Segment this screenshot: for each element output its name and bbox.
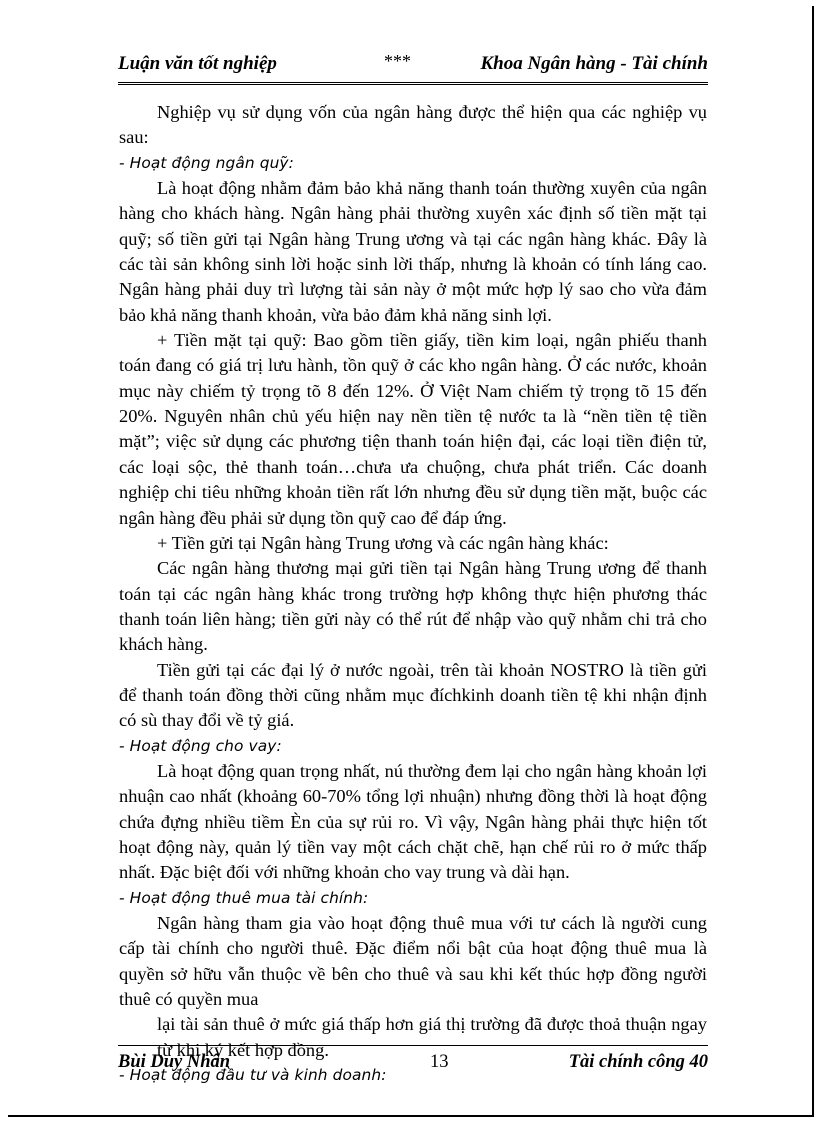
body-paragraph: Nghiệp vụ sử dụng vốn của ngân hàng được thể hiện qua các nghiệp vụ sau: [119,102,707,148]
page-shadow-bottom [8,1115,814,1117]
section-heading: - Hoạt động ngân quỹ: [119,153,294,172]
footer-rule [118,1045,708,1046]
document-body [119,100,707,1088]
footer-course: Tài chính công 40 [568,1052,708,1072]
footer-author: Bùi Duy Nhân [118,1052,231,1072]
page-shadow-right [812,6,814,1116]
body-paragraph: Là hoạt động nhằm đảm bảo khả năng thanh toán thường xuyên của ngân hàng cho khách hàng. Ngân hàng phải thường xuyên xác định số tiền mặt tại quỹ; số tiền gửi tại Ngân hàng Trung ương và tại các ngân hàng khác. Đây là các tài sản không sinh lời hoặc sinh lời thấp, nhưng là khoản có tính láng cao. Ngân hàng phải duy trì lượng tài sản này ở một mức hợp lý sao cho vừa đảm bảo khả năng thanh khoản, vừa bảo đảm khả năng sinh lợi. [119,178,707,325]
body-paragraph: Là hoạt động quan trọng nhất, nú thường đem lại cho ngân hàng khoản lợi nhuận cao nhất (khoảng 60-70% tổng lợi nhuận) nhưng đồng thời là hoạt động chứa đựng nhiều tiềm Èn của sự rủi ro. Vì vậy, Ngân hàng phải thực hiện tốt hoạt động này, quản lý tiền vay một cách chặt chẽ, hạn chế rủi ro ở mức thấp nhất. Đặc biệt đối với những khoản cho vay trung và dài hạn. [119,760,707,883]
header-rule [118,82,708,88]
body-paragraph: Các ngân hàng thương mại gửi tiền tại Ngân hàng Trung ương để thanh toán tại các ngân hàng khác trong trường hợp không thực hiện phương thác thanh toán liên hàng; tiền gửi này có thể rút để nhập vào quỹ nhằm chi trả cho khách hàng. [119,558,707,655]
header-thesis-label: Luận văn tốt nghiệp [118,53,277,74]
page-footer [118,1052,708,1080]
section-heading: - Hoạt động cho vay: [119,736,282,755]
header-separator: *** [384,51,411,71]
section-heading: - Hoạt động thuê mua tài chính: [119,888,369,907]
header-faculty-label: Khoa Ngân hàng - Tài chính [480,53,708,74]
body-paragraph: Tiền gửi tại các đại lý ở nước ngoài, trên tài khoản NOSTRO là tiền gửi để thanh toán đồng thời cũng nhằm mục đíchkinh doanh tiền tệ khi nhận định có sù thay đổi về tỷ giá. [119,659,707,731]
body-paragraph: Ngân hàng tham gia vào hoạt động thuê mua với tư cách là người cung cấp tài chính cho người thuê. Đặc điểm nổi bật của hoạt động thuê mua là quyền sở hữu vẫn thuộc về bên cho thuê và sau khi kết thúc hợp đồng người thuê có quyền mua [119,913,707,1010]
page-number: 13 [430,1052,449,1072]
body-paragraph: + Tiền gửi tại Ngân hàng Trung ương và các ngân hàng khác: [157,532,609,553]
page-header [118,50,708,80]
section-heading: - Hoạt động đầu tư và kinh doanh: [119,1066,387,1085]
body-paragraph: + Tiền mặt tại quỹ: Bao gồm tiền giấy, tiền kim loại, ngân phiếu thanh toán đang có giá trị lưu hành, tồn quỹ ở các kho ngân hàng. Ở các nước, khoản mục này chiếm tỷ trọng tõ 8 đến 12%. Ở Việt Nam chiếm tỷ trọng tõ 15 đến 20%. Nguyên nhân chủ yếu hiện nay nền tiền tệ nước ta là “nền tiền tệ tiền mặt”; việc sử dụng các phương tiện thanh toán hiện đại, các loại tiền điện tử, các loại sộc, thẻ thanh toán…chưa ưa chuộng, chưa phát triển. Các doanh nghiệp chi tiêu những khoản tiền rất lớn nhưng đều sử dụng tiền mặt, buộc các ngân hàng đều phải sử dụng tồn quỹ cao để đáp ứng. [119,330,707,528]
body-paragraph: lại tài sản thuê ở mức giá thấp hơn giá thị trường đã được thoả thuận ngay từ khi ký kết hợp đồng. [157,1014,707,1060]
